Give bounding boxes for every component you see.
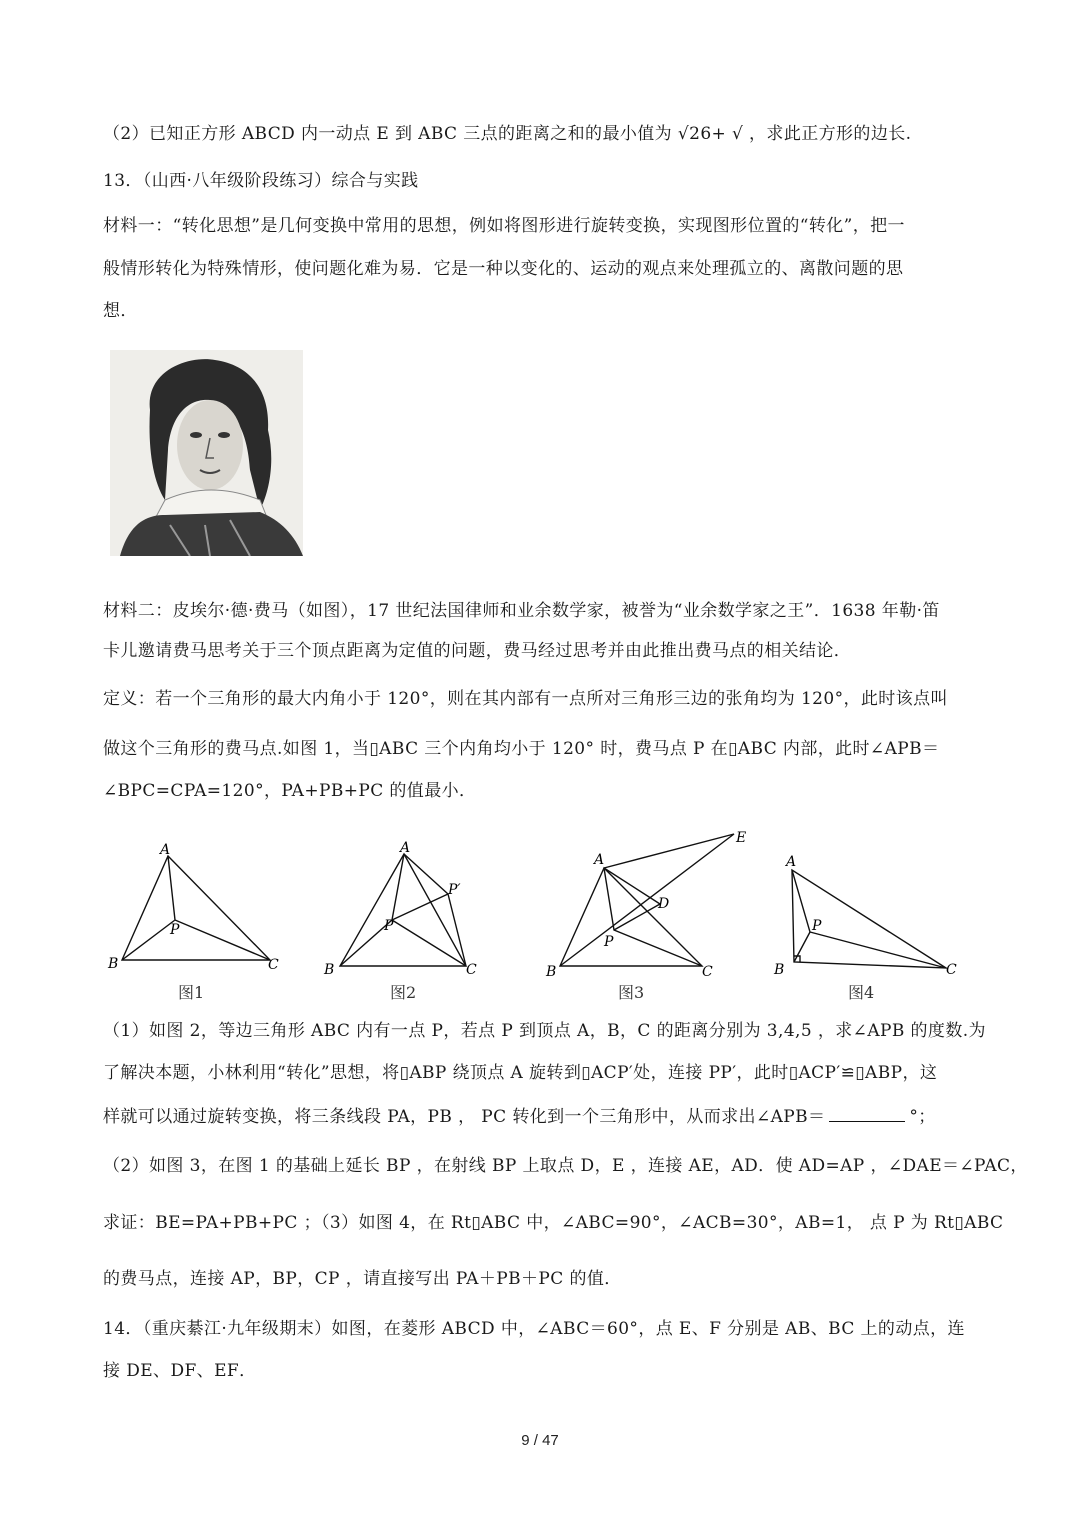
text-line: 样就可以通过旋转变换，将三条线段 PA，PB ， PC 转化到一个三角形中，从而求出∠APB＝ °； bbox=[103, 1107, 936, 1127]
f2-label-c: C bbox=[466, 962, 477, 978]
f1-label-a: A bbox=[160, 842, 171, 858]
text-line: 般情形转化为特殊情形，使问题化难为易．它是一种以变化的、运动的观点来处理孤立的、离散问题的思 bbox=[103, 259, 904, 279]
text-line: （2）如图 3，在图 1 的基础上延长 BP ，在射线 BP 上取点 D，E ，连接 AE，AD．使 AD=AP ，∠DAE＝∠PAC， bbox=[103, 1156, 1028, 1176]
f4-label-a: A bbox=[786, 854, 797, 870]
page-number: 9 / 47 bbox=[521, 1432, 559, 1449]
f1-label-b: B bbox=[108, 956, 119, 972]
text-line: ∠BPC=CPA=120°，PA+PB+PC 的值最小． bbox=[103, 781, 477, 801]
degree-suffix: °； bbox=[909, 1107, 936, 1127]
portrait-drawing bbox=[110, 350, 303, 556]
f3-label-a: A bbox=[594, 852, 605, 868]
text-line: 想． bbox=[103, 301, 138, 321]
figure-4 bbox=[770, 828, 970, 1008]
f4-label-c: C bbox=[946, 962, 957, 978]
figure-3-caption: 图3 bbox=[618, 983, 645, 1002]
text-line: 材料二：皮埃尔·德·费马（如图），17 世纪法国律师和业余数学家，被誉为“业余数学家之王”．1638 年勒·笛 bbox=[103, 601, 940, 621]
text-line: 13．（山西·八年级阶段练习）综合与实践 bbox=[103, 171, 419, 191]
f3-label-e: E bbox=[736, 830, 747, 846]
text-line: 14．（重庆綦江·九年级期末）如图，在菱形 ABCD 中，∠ABC＝60°，点 E、F 分别是 AB、BC 上的动点，连 bbox=[103, 1319, 965, 1339]
f2-label-p: P bbox=[384, 918, 394, 934]
text-line: 接 DE、DF、EF． bbox=[103, 1361, 257, 1381]
f2-label-a: A bbox=[400, 840, 411, 856]
f3-label-b: B bbox=[546, 964, 557, 980]
f4-label-p: P bbox=[812, 918, 822, 934]
figure-4-caption: 图4 bbox=[848, 983, 875, 1002]
text-line: 了解决本题，小林利用“转化”思想，将▯ABP 绕顶点 A 旋转到▯ACP′处，连接 PP′，此时▯ACP′≌▯ABP，这 bbox=[103, 1063, 938, 1083]
f1-label-p: P bbox=[170, 922, 180, 938]
figure-2-caption: 图2 bbox=[390, 983, 417, 1002]
f2-label-b: B bbox=[324, 962, 335, 978]
f3-label-c: C bbox=[702, 964, 713, 980]
text-line: （1）如图 2，等边三角形 ABC 内有一点 P，若点 P 到顶点 A，B，C 的距离分别为 3,4,5 ，求∠APB 的度数.为 bbox=[103, 1021, 986, 1041]
f3-label-p: P bbox=[604, 934, 614, 950]
text-line: 定义：若一个三角形的最大内角小于 120°，则在其内部有一点所对三角形三边的张角均为 120°，此时该点叫 bbox=[103, 689, 948, 709]
text-line: 的费马点，连接 AP，BP，CP ，请直接写出 PA＋PB＋PC 的值． bbox=[103, 1269, 622, 1289]
text-line: 卡儿邀请费马思考关于三个顶点距离为定值的问题，费马经过思考并由此推出费马点的相关结论． bbox=[103, 641, 852, 661]
figure-3 bbox=[540, 828, 770, 1008]
f4-label-b: B bbox=[774, 962, 785, 978]
text-line: 做这个三角形的费马点.如图 1，当▯ABC 三个内角均小于 120° 时，费马点 P 在▯ABC 内部，此时∠APB＝ bbox=[103, 739, 940, 759]
f1-label-c: C bbox=[268, 957, 279, 973]
text-line: 材料一：“转化思想”是几何变换中常用的思想，例如将图形进行旋转变换，实现图形位置的“转化”，把一 bbox=[103, 216, 905, 236]
fermat-portrait-image bbox=[110, 350, 303, 556]
answer-blank bbox=[829, 1105, 905, 1122]
f2-label-p-prime: P′ bbox=[448, 882, 461, 898]
text-line: （2）已知正方形 ABCD 内一动点 E 到 ABC 三点的距离之和的最小值为 √26+ √ ，求此正方形的边长. bbox=[103, 124, 912, 144]
f3-label-d: D bbox=[658, 896, 670, 912]
text-line: 求证：BE=PA+PB+PC ；（3）如图 4，在 Rt▯ABC 中，∠ABC=90°，∠ACB=30°，AB=1， 点 P 为 Rt▯ABC bbox=[103, 1213, 1004, 1233]
figure-1 bbox=[100, 828, 300, 1008]
figure-1-caption: 图1 bbox=[178, 983, 205, 1002]
figure-2 bbox=[320, 828, 500, 1008]
